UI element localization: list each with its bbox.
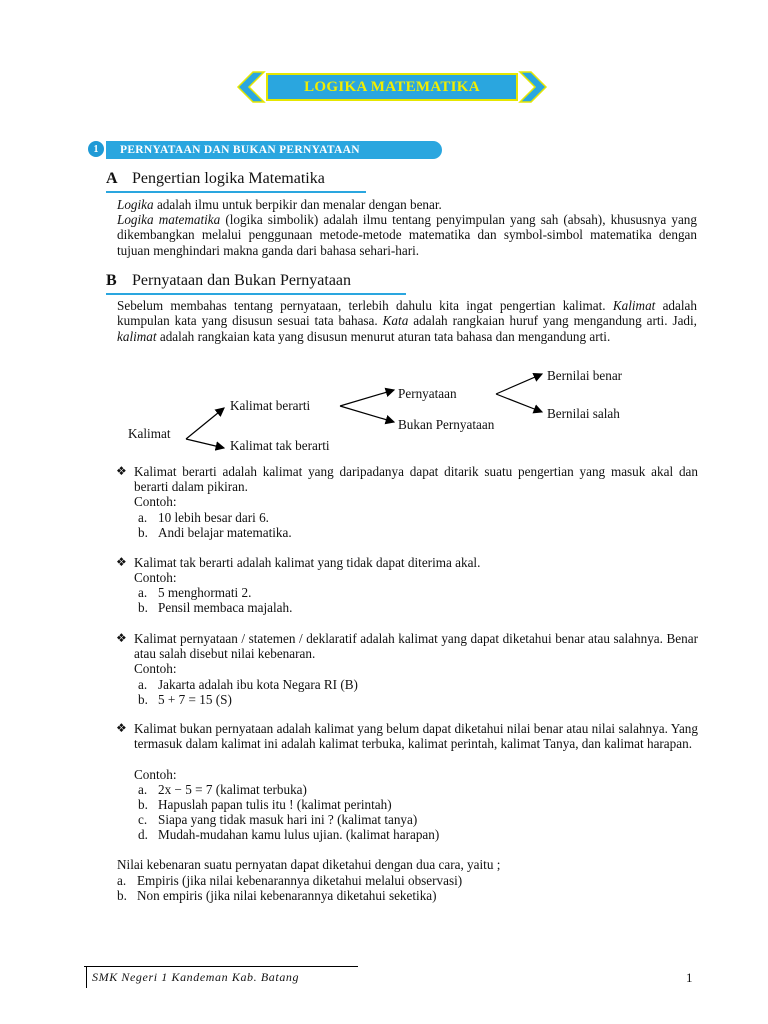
bullet-diamond-icon: ❖	[116, 464, 127, 478]
closing-paragraph: Nilai kebenaran suatu pernyatan dapat diketahui dengan dua cara, yaitu ;	[117, 857, 501, 872]
footer-divider	[86, 966, 87, 988]
contoh-label: Contoh:	[134, 570, 177, 585]
diagram-bernilai-benar: Bernilai benar	[547, 368, 623, 383]
subheader-title: Pengertian logika Matematika	[132, 170, 325, 187]
bullet-text: Kalimat tak berarti adalah kalimat yang tidak dapat diterima akal.	[134, 555, 481, 570]
subheader-letter: B	[106, 272, 117, 289]
bullet-kalimat-berarti: ❖ Kalimat berarti adalah kalimat yang daripadanya dapat ditarik suatu pengertian yang masuk akal dan berarti dalam pikiran. Contoh: a. 10 lebih besar dari 6. b. Andi belajar matematika.	[116, 464, 698, 540]
diagram-pernyataan: Pernyataan	[398, 386, 457, 401]
bullet-diamond-icon: ❖	[116, 721, 127, 735]
definition-logika-matematika: Logika matematika (logika simbolik) adalah ilmu tentang penyimpulan yang sah (absah), khususnya yang dikembangkan melalui penggunaan metode-metode matematika dan symbol-simbol matematika dengan tujuan menghindari makna ganda dari bahasa sehari-hari.	[117, 212, 697, 258]
bullet-diamond-icon: ❖	[116, 631, 127, 645]
bullet-text: Kalimat pernyataan / statemen / deklaratif adalah kalimat yang dapat diketahui benar atau salahnya. Benar atau salah disebut nilai kebenaran.	[134, 631, 698, 662]
section-number: 1	[88, 141, 104, 157]
intro-paragraph: Sebelum membahas tentang pernyataan, terlebih dahulu kita ingat pengertian kalimat. Kalimat adalah kumpulan kata yang disusun sesuai tata bahasa. Kata adalah rangkaian huruf yang mengandung arti. Jadi, kalimat adalah rangkaian kata yang disusun menurut aturan tata bahasa dan mengandung arti.	[117, 298, 697, 344]
footer-divider	[84, 966, 358, 967]
subheader-b	[106, 272, 406, 294]
title-banner	[236, 70, 548, 104]
subheader-underline	[106, 293, 406, 295]
diagram-kalimat-berarti: Kalimat berarti	[230, 398, 311, 413]
diagram-bukan-pernyataan: Bukan Pernyataan	[398, 417, 495, 432]
contoh-label: Contoh:	[134, 661, 177, 676]
footer-school: SMK Negeri 1 Kandeman Kab. Batang	[92, 970, 300, 984]
subheader-a	[106, 170, 366, 192]
diagram-kalimat: Kalimat	[128, 426, 171, 441]
bullet-kalimat-tak-berarti: ❖ Kalimat tak berarti adalah kalimat yang tidak dapat diterima akal. Contoh: a. 5 menghormati 2. b. Pensil membaca majalah.	[116, 555, 698, 619]
bullet-diamond-icon: ❖	[116, 555, 127, 569]
page-title: LOGIKA MATEMATIKA	[266, 73, 518, 101]
subheader-underline	[106, 191, 366, 193]
diagram-bernilai-salah: Bernilai salah	[547, 406, 620, 421]
bullet-text: Kalimat bukan pernyataan adalah kalimat yang belum dapat diketahui nilai benar atau nilai salahnya. Yang termasuk dalam kalimat ini adalah kalimat terbuka, kalimat perintah, kalimat Tanya, dan kalimat harapan.	[134, 721, 698, 752]
bullet-kalimat-bukan-pernyataan: ❖ Kalimat bukan pernyataan adalah kalimat yang belum dapat diketahui nilai benar atau nilai salahnya. Yang termasuk dalam kalimat ini adalah kalimat terbuka, kalimat perintah, kalimat Tanya, dan kalimat harapan. Contoh: a. 2x − 5 = 7 (kalimat terbuka) b. Hapuslah papan tulis itu ! (kalimat perintah) c. Siapa yang tidak masuk hari ini ? (kalimat tanya) d. Mudah-mudahan kamu lulus ujian. (kalimat harapan)	[116, 721, 698, 842]
section-title: PERNYATAAN DAN BUKAN PERNYATAAN	[106, 141, 442, 159]
subheader-letter: A	[106, 170, 118, 187]
subheader-title: Pernyataan dan Bukan Pernyataan	[132, 272, 352, 289]
page-number: 1	[686, 970, 693, 985]
definition-logika: Logika adalah ilmu untuk berpikir dan menalar dengan benar.	[117, 197, 442, 212]
section-header	[88, 140, 444, 160]
bullet-kalimat-pernyataan: ❖ Kalimat pernyataan / statemen / deklaratif adalah kalimat yang dapat diketahui benar atau salahnya. Benar atau salah disebut nilai kebenaran. Contoh: a. Jakarta adalah ibu kota Negara RI (B) b. 5 + 7 = 15 (S)	[116, 631, 698, 707]
bullet-text: Kalimat berarti adalah kalimat yang daripadanya dapat ditarik suatu pengertian yang masuk akal dan berarti dalam pikiran.	[134, 464, 698, 495]
contoh-label: Contoh:	[134, 767, 177, 782]
contoh-label: Contoh:	[134, 494, 177, 509]
kalimat-diagram	[110, 364, 670, 458]
diagram-kalimat-tak-berarti: Kalimat tak berarti	[230, 438, 330, 453]
